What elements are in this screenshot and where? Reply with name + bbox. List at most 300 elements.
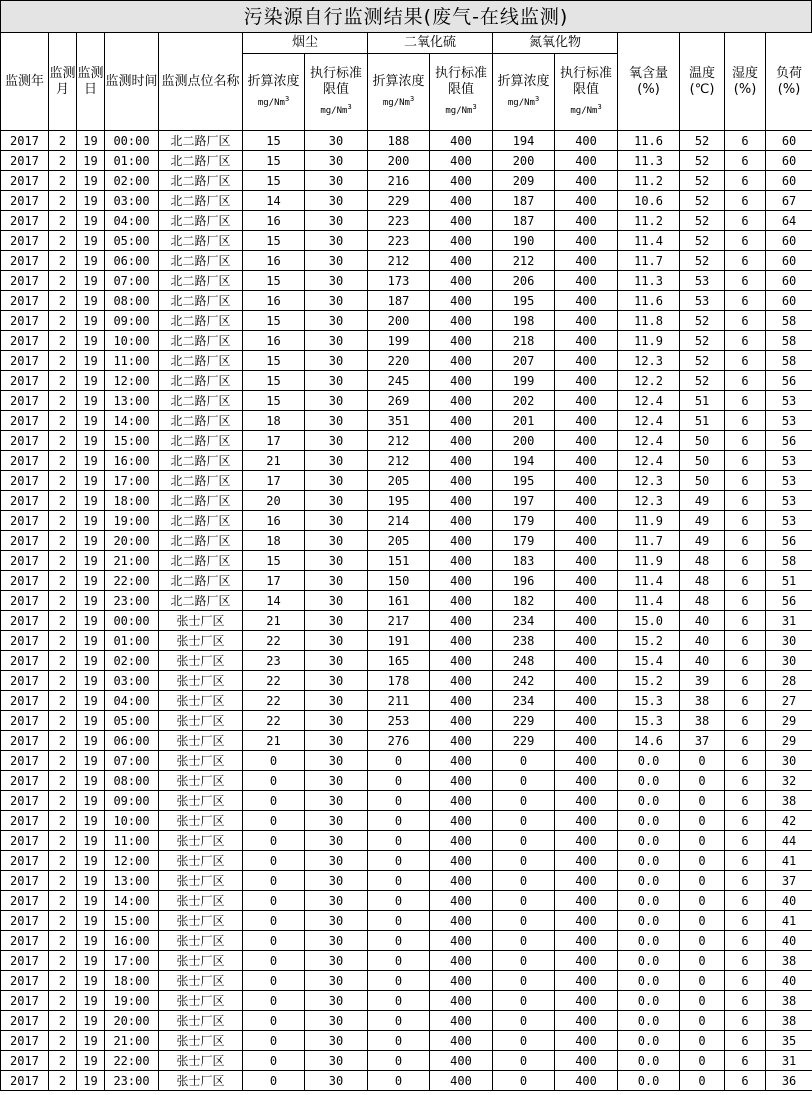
table-row: [1, 231, 812, 251]
cell-nox-limit: 400: [555, 731, 618, 751]
cell-site: 张士厂区: [159, 851, 243, 871]
header-nox-conc: [493, 54, 555, 131]
monitoring-table: [0, 32, 812, 1091]
header-smoke-conc: [243, 54, 305, 131]
cell-time: 01:00: [105, 631, 159, 651]
cell-year: 2017: [1, 131, 49, 151]
cell-smoke-conc: 21: [243, 731, 305, 751]
cell-month: 2: [49, 611, 77, 631]
cell-nox-limit: 400: [555, 891, 618, 911]
cell-nox-limit: 400: [555, 311, 618, 331]
cell-oxygen: 11.7: [618, 251, 680, 271]
cell-time: 08:00: [105, 771, 159, 791]
cell-oxygen: 11.6: [618, 131, 680, 151]
table-row: [1, 771, 812, 791]
cell-site: 北二路厂区: [159, 331, 243, 351]
cell-temperature: 37: [680, 731, 725, 751]
table-row: [1, 191, 812, 211]
header-temperature: 温度(℃): [680, 33, 725, 131]
cell-month: 2: [49, 391, 77, 411]
cell-smoke-conc: 0: [243, 931, 305, 951]
cell-site: 张士厂区: [159, 951, 243, 971]
cell-temperature: 49: [680, 511, 725, 531]
cell-temperature: 0: [680, 1011, 725, 1031]
cell-month: 2: [49, 251, 77, 271]
cell-site: 北二路厂区: [159, 151, 243, 171]
cell-smoke-conc: 20: [243, 491, 305, 511]
limit-label: 执行标准限值: [435, 66, 488, 97]
cell-day: 19: [77, 271, 105, 291]
cell-oxygen: 11.2: [618, 211, 680, 231]
cell-smoke-conc: 22: [243, 691, 305, 711]
cell-humidity: 6: [725, 591, 766, 611]
cell-smoke-limit: 30: [305, 131, 368, 151]
cell-smoke-conc: 15: [243, 231, 305, 251]
cell-site: 北二路厂区: [159, 191, 243, 211]
cell-temperature: 0: [680, 831, 725, 851]
cell-smoke-conc: 0: [243, 751, 305, 771]
cell-smoke-limit: 30: [305, 971, 368, 991]
cell-site: 张士厂区: [159, 651, 243, 671]
cell-month: 2: [49, 911, 77, 931]
cell-load: 60: [766, 231, 812, 251]
cell-day: 19: [77, 771, 105, 791]
cell-temperature: 52: [680, 151, 725, 171]
conc-label: 折算浓度: [497, 74, 550, 89]
cell-so2-limit: 400: [430, 591, 493, 611]
cell-so2-limit: 400: [430, 291, 493, 311]
table-row: [1, 931, 812, 951]
cell-time: 06:00: [105, 731, 159, 751]
unit-label: mg/Nm$^3$: [507, 95, 540, 108]
cell-smoke-conc: 15: [243, 351, 305, 371]
cell-site: 张士厂区: [159, 871, 243, 891]
cell-so2-limit: 400: [430, 191, 493, 211]
cell-site: 张士厂区: [159, 931, 243, 951]
cell-oxygen: 0.0: [618, 771, 680, 791]
cell-so2-limit: 400: [430, 1071, 493, 1091]
cell-humidity: 6: [725, 891, 766, 911]
cell-year: 2017: [1, 891, 49, 911]
table-row: [1, 1011, 812, 1031]
cell-nox-conc: 0: [493, 831, 555, 851]
cell-smoke-conc: 0: [243, 1011, 305, 1031]
cell-temperature: 52: [680, 211, 725, 231]
cell-year: 2017: [1, 731, 49, 751]
table-row: [1, 651, 812, 671]
cell-day: 19: [77, 611, 105, 631]
cell-so2-conc: 0: [368, 1051, 430, 1071]
cell-day: 19: [77, 1071, 105, 1091]
cell-so2-limit: 400: [430, 491, 493, 511]
cell-smoke-limit: 30: [305, 611, 368, 631]
table-row: [1, 631, 812, 651]
cell-nox-conc: 0: [493, 931, 555, 951]
cell-month: 2: [49, 691, 77, 711]
cell-oxygen: 0.0: [618, 1071, 680, 1091]
cell-day: 19: [77, 451, 105, 471]
cell-time: 14:00: [105, 411, 159, 431]
cell-humidity: 6: [725, 451, 766, 471]
cell-so2-limit: 400: [430, 1051, 493, 1071]
limit-label: 执行标准限值: [310, 66, 363, 97]
table-row: [1, 331, 812, 351]
cell-time: 09:00: [105, 791, 159, 811]
cell-smoke-limit: 30: [305, 671, 368, 691]
cell-nox-conc: 194: [493, 451, 555, 471]
cell-temperature: 0: [680, 911, 725, 931]
cell-so2-conc: 0: [368, 1071, 430, 1091]
cell-humidity: 6: [725, 911, 766, 931]
cell-humidity: 6: [725, 531, 766, 551]
cell-so2-limit: 400: [430, 671, 493, 691]
cell-load: 53: [766, 511, 812, 531]
cell-nox-limit: 400: [555, 271, 618, 291]
cell-smoke-limit: 30: [305, 251, 368, 271]
cell-site: 北二路厂区: [159, 511, 243, 531]
cell-day: 19: [77, 731, 105, 751]
cell-load: 38: [766, 791, 812, 811]
cell-month: 2: [49, 591, 77, 611]
cell-month: 2: [49, 451, 77, 471]
cell-nox-conc: 0: [493, 951, 555, 971]
cell-humidity: 6: [725, 211, 766, 231]
cell-oxygen: 0.0: [618, 931, 680, 951]
cell-nox-limit: 400: [555, 851, 618, 871]
cell-so2-conc: 0: [368, 891, 430, 911]
cell-nox-conc: 234: [493, 611, 555, 631]
cell-month: 2: [49, 331, 77, 351]
table-row: [1, 671, 812, 691]
cell-so2-limit: 400: [430, 431, 493, 451]
cell-year: 2017: [1, 1051, 49, 1071]
cell-oxygen: 11.6: [618, 291, 680, 311]
cell-humidity: 6: [725, 931, 766, 951]
cell-smoke-limit: 30: [305, 1051, 368, 1071]
cell-day: 19: [77, 191, 105, 211]
cell-site: 张士厂区: [159, 631, 243, 651]
cell-smoke-limit: 30: [305, 371, 368, 391]
cell-oxygen: 12.4: [618, 431, 680, 451]
cell-time: 03:00: [105, 191, 159, 211]
cell-nox-conc: 0: [493, 751, 555, 771]
cell-oxygen: 12.3: [618, 471, 680, 491]
cell-day: 19: [77, 131, 105, 151]
cell-nox-conc: 196: [493, 571, 555, 591]
cell-so2-conc: 212: [368, 451, 430, 471]
cell-site: 张士厂区: [159, 1051, 243, 1071]
cell-smoke-conc: 17: [243, 431, 305, 451]
cell-temperature: 38: [680, 711, 725, 731]
cell-load: 35: [766, 1031, 812, 1051]
cell-site: 张士厂区: [159, 1071, 243, 1091]
cell-month: 2: [49, 351, 77, 371]
cell-oxygen: 11.2: [618, 171, 680, 191]
cell-year: 2017: [1, 291, 49, 311]
cell-year: 2017: [1, 191, 49, 211]
cell-so2-limit: 400: [430, 451, 493, 471]
cell-temperature: 0: [680, 971, 725, 991]
cell-humidity: 6: [725, 151, 766, 171]
cell-year: 2017: [1, 211, 49, 231]
cell-humidity: 6: [725, 651, 766, 671]
cell-site: 北二路厂区: [159, 231, 243, 251]
cell-oxygen: 14.6: [618, 731, 680, 751]
cell-smoke-limit: 30: [305, 731, 368, 751]
cell-smoke-conc: 0: [243, 891, 305, 911]
cell-site: 北二路厂区: [159, 431, 243, 451]
cell-day: 19: [77, 331, 105, 351]
cell-month: 2: [49, 211, 77, 231]
cell-nox-limit: 400: [555, 811, 618, 831]
table-row: [1, 371, 812, 391]
cell-year: 2017: [1, 391, 49, 411]
cell-so2-conc: 0: [368, 751, 430, 771]
cell-load: 60: [766, 151, 812, 171]
cell-year: 2017: [1, 571, 49, 591]
cell-time: 00:00: [105, 611, 159, 631]
cell-site: 北二路厂区: [159, 531, 243, 551]
cell-time: 18:00: [105, 971, 159, 991]
cell-smoke-conc: 15: [243, 551, 305, 571]
cell-time: 23:00: [105, 1071, 159, 1091]
cell-day: 19: [77, 991, 105, 1011]
cell-time: 21:00: [105, 1031, 159, 1051]
cell-oxygen: 12.4: [618, 391, 680, 411]
cell-nox-conc: 182: [493, 591, 555, 611]
cell-so2-conc: 253: [368, 711, 430, 731]
cell-month: 2: [49, 231, 77, 251]
cell-so2-conc: 0: [368, 991, 430, 1011]
cell-smoke-conc: 15: [243, 391, 305, 411]
cell-temperature: 52: [680, 251, 725, 271]
cell-so2-limit: 400: [430, 271, 493, 291]
cell-day: 19: [77, 931, 105, 951]
cell-oxygen: 0.0: [618, 851, 680, 871]
cell-day: 19: [77, 871, 105, 891]
cell-smoke-limit: 30: [305, 211, 368, 231]
cell-day: 19: [77, 911, 105, 931]
cell-nox-conc: 218: [493, 331, 555, 351]
cell-day: 19: [77, 371, 105, 391]
cell-oxygen: 0.0: [618, 1031, 680, 1051]
cell-so2-limit: 400: [430, 531, 493, 551]
cell-site: 张士厂区: [159, 671, 243, 691]
cell-so2-limit: 400: [430, 851, 493, 871]
cell-temperature: 0: [680, 771, 725, 791]
cell-year: 2017: [1, 551, 49, 571]
cell-site: 北二路厂区: [159, 311, 243, 331]
cell-smoke-conc: 22: [243, 631, 305, 651]
cell-oxygen: 0.0: [618, 991, 680, 1011]
cell-time: 15:00: [105, 431, 159, 451]
cell-temperature: 40: [680, 651, 725, 671]
cell-year: 2017: [1, 431, 49, 451]
cell-site: 北二路厂区: [159, 211, 243, 231]
cell-temperature: 51: [680, 391, 725, 411]
cell-year: 2017: [1, 1011, 49, 1031]
cell-so2-limit: 400: [430, 1011, 493, 1031]
cell-so2-conc: 0: [368, 871, 430, 891]
cell-month: 2: [49, 1051, 77, 1071]
cell-month: 2: [49, 311, 77, 331]
table-row: [1, 811, 812, 831]
cell-temperature: 50: [680, 451, 725, 471]
cell-temperature: 39: [680, 671, 725, 691]
cell-load: 60: [766, 291, 812, 311]
cell-so2-conc: 199: [368, 331, 430, 351]
cell-smoke-limit: 30: [305, 851, 368, 871]
cell-oxygen: 12.3: [618, 351, 680, 371]
cell-nox-limit: 400: [555, 431, 618, 451]
cell-month: 2: [49, 431, 77, 451]
table-row: [1, 951, 812, 971]
cell-year: 2017: [1, 511, 49, 531]
cell-nox-conc: 0: [493, 771, 555, 791]
cell-humidity: 6: [725, 391, 766, 411]
cell-humidity: 6: [725, 311, 766, 331]
cell-day: 19: [77, 231, 105, 251]
cell-so2-limit: 400: [430, 471, 493, 491]
cell-nox-conc: 0: [493, 971, 555, 991]
cell-nox-limit: 400: [555, 231, 618, 251]
cell-day: 19: [77, 491, 105, 511]
cell-humidity: 6: [725, 511, 766, 531]
cell-site: 北二路厂区: [159, 451, 243, 471]
cell-smoke-limit: 30: [305, 451, 368, 471]
cell-so2-limit: 400: [430, 251, 493, 271]
cell-day: 19: [77, 311, 105, 331]
table-header: [1, 33, 812, 131]
cell-smoke-limit: 30: [305, 911, 368, 931]
cell-smoke-limit: 30: [305, 711, 368, 731]
cell-nox-conc: 179: [493, 511, 555, 531]
cell-month: 2: [49, 411, 77, 431]
cell-so2-conc: 0: [368, 811, 430, 831]
cell-month: 2: [49, 191, 77, 211]
cell-nox-limit: 400: [555, 571, 618, 591]
cell-temperature: 48: [680, 551, 725, 571]
cell-so2-conc: 217: [368, 611, 430, 631]
cell-day: 19: [77, 1011, 105, 1031]
cell-temperature: 0: [680, 1031, 725, 1051]
cell-load: 41: [766, 851, 812, 871]
cell-humidity: 6: [725, 711, 766, 731]
cell-nox-limit: 400: [555, 651, 618, 671]
cell-so2-conc: 0: [368, 851, 430, 871]
cell-month: 2: [49, 891, 77, 911]
table-row: [1, 911, 812, 931]
cell-humidity: 6: [725, 291, 766, 311]
cell-day: 19: [77, 431, 105, 451]
cell-nox-limit: 400: [555, 211, 618, 231]
cell-humidity: 6: [725, 871, 766, 891]
cell-nox-conc: 207: [493, 351, 555, 371]
cell-day: 19: [77, 571, 105, 591]
cell-humidity: 6: [725, 1071, 766, 1091]
cell-smoke-limit: 30: [305, 531, 368, 551]
cell-nox-conc: 234: [493, 691, 555, 711]
cell-so2-limit: 400: [430, 131, 493, 151]
cell-oxygen: 0.0: [618, 791, 680, 811]
cell-time: 12:00: [105, 371, 159, 391]
table-row: [1, 1031, 812, 1051]
cell-so2-limit: 400: [430, 351, 493, 371]
cell-humidity: 6: [725, 671, 766, 691]
table-row: [1, 971, 812, 991]
cell-temperature: 52: [680, 311, 725, 331]
cell-so2-limit: 400: [430, 951, 493, 971]
cell-nox-conc: 190: [493, 231, 555, 251]
cell-so2-conc: 0: [368, 971, 430, 991]
cell-nox-conc: 199: [493, 371, 555, 391]
cell-site: 北二路厂区: [159, 411, 243, 431]
cell-day: 19: [77, 951, 105, 971]
cell-so2-conc: 0: [368, 791, 430, 811]
cell-load: 37: [766, 871, 812, 891]
cell-smoke-limit: 30: [305, 331, 368, 351]
cell-oxygen: 12.4: [618, 451, 680, 471]
cell-load: 31: [766, 611, 812, 631]
cell-smoke-conc: 21: [243, 611, 305, 631]
cell-smoke-conc: 0: [243, 951, 305, 971]
cell-smoke-conc: 17: [243, 571, 305, 591]
cell-smoke-limit: 30: [305, 651, 368, 671]
unit-label: mg/Nm$^3$: [445, 103, 477, 116]
cell-month: 2: [49, 651, 77, 671]
cell-humidity: 6: [725, 611, 766, 631]
cell-so2-conc: 351: [368, 411, 430, 431]
cell-nox-limit: 400: [555, 1071, 618, 1091]
cell-time: 22:00: [105, 1051, 159, 1071]
cell-time: 11:00: [105, 351, 159, 371]
cell-oxygen: 0.0: [618, 911, 680, 931]
cell-year: 2017: [1, 251, 49, 271]
cell-year: 2017: [1, 411, 49, 431]
table-row: [1, 171, 812, 191]
conc-label: 折算浓度: [372, 74, 425, 89]
cell-smoke-conc: 15: [243, 271, 305, 291]
cell-nox-conc: 0: [493, 1031, 555, 1051]
cell-month: 2: [49, 371, 77, 391]
limit-label: 执行标准限值: [560, 66, 613, 97]
cell-nox-limit: 400: [555, 1011, 618, 1031]
cell-day: 19: [77, 631, 105, 651]
cell-oxygen: 11.9: [618, 331, 680, 351]
cell-humidity: 6: [725, 691, 766, 711]
cell-smoke-limit: 30: [305, 551, 368, 571]
cell-smoke-conc: 15: [243, 311, 305, 331]
cell-humidity: 6: [725, 831, 766, 851]
cell-oxygen: 0.0: [618, 951, 680, 971]
cell-load: 53: [766, 451, 812, 471]
header-humidity: 湿度(%): [725, 33, 766, 131]
cell-nox-conc: 201: [493, 411, 555, 431]
cell-load: 64: [766, 211, 812, 231]
cell-smoke-conc: 0: [243, 991, 305, 1011]
cell-month: 2: [49, 471, 77, 491]
header-nox-group: 氮氧化物: [493, 33, 618, 54]
cell-so2-conc: 205: [368, 471, 430, 491]
cell-day: 19: [77, 171, 105, 191]
cell-smoke-conc: 0: [243, 851, 305, 871]
cell-load: 53: [766, 391, 812, 411]
cell-nox-conc: 242: [493, 671, 555, 691]
cell-nox-conc: 0: [493, 991, 555, 1011]
cell-day: 19: [77, 531, 105, 551]
cell-site: 张士厂区: [159, 1011, 243, 1031]
cell-load: 44: [766, 831, 812, 851]
